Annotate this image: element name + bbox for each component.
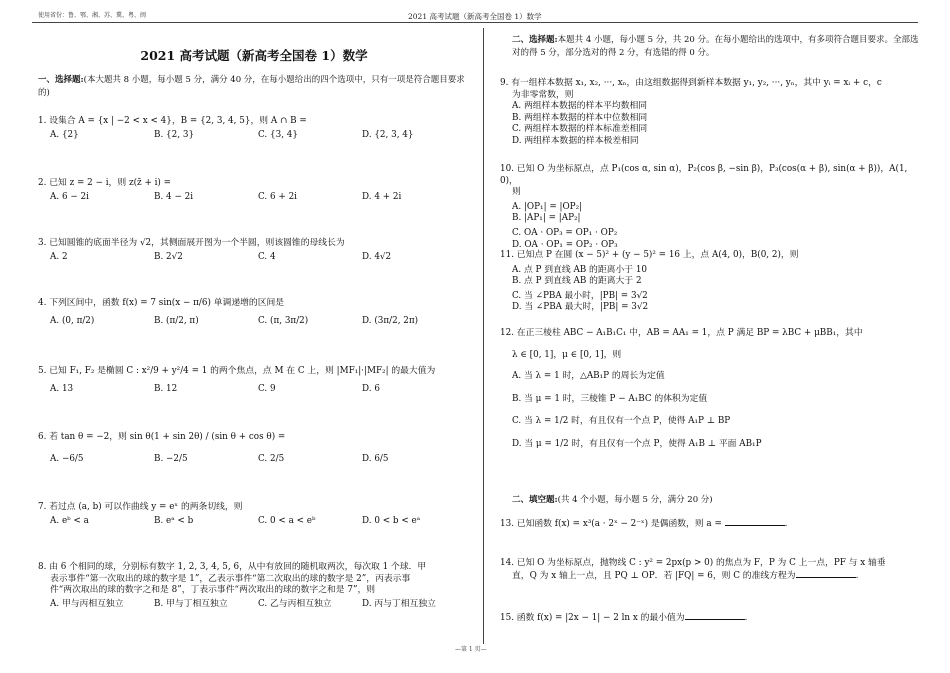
section-1-instructions <box>38 74 466 100</box>
question-8 <box>38 562 468 610</box>
question-text: 1. 设集合 A = {x | −2 < x < 4}，B = {2, 3, 4, 5}，则 A ∩ B = <box>38 116 307 126</box>
section-3-instructions <box>512 494 920 507</box>
options <box>38 384 466 396</box>
option-a: A. |OP₁| = |OP₂| <box>512 201 583 212</box>
option-b: B. 甲与丁相互独立 <box>154 598 228 609</box>
question-text-line-2: λ ∈ [0, 1]，μ ∈ [0, 1]，则 <box>512 349 622 360</box>
section-1-heading: 一、选择题: <box>38 75 84 85</box>
question-text: 2. 已知 z = 2 − i，则 z(z̄ + i) = <box>38 178 172 188</box>
section-1-body: (本大题共 8 小题，每小题 5 分，满分 40 分，在每小题给出的四个选项中，只有一项是符合题目要求的) <box>38 75 465 98</box>
option-b: B. 两组样本数据的样本中位数相同 <box>512 112 648 123</box>
option-d: D. 0 < b < eᵃ <box>362 515 421 526</box>
option-d: D. 6/5 <box>362 453 389 464</box>
options <box>500 265 920 288</box>
option-c: C. 9 <box>258 383 276 394</box>
question-text-line-2: 直，Q 为 x 轴上一点，且 PQ ⊥ OP．若 |FQ| = 6，则 C 的准线方程为 <box>512 570 796 581</box>
question-text-line-1: 12. 在正三棱柱 ABC − A₁B₁C₁ 中，AB = AA₁ = 1，点 P 满足 BP = λBC + μBB₁，其中 <box>500 328 863 338</box>
question-text: 5. 已知 F₁, F₂ 是椭圆 C : x²/9 + y²/4 = 1 的两个焦点，点 M 在 C 上，则 |MF₁|·|MF₂| 的最大值为 <box>38 366 436 376</box>
options <box>38 130 466 142</box>
option-a: A. 2 <box>50 251 68 262</box>
question-text: 11. 已知点 P 在圆 (x − 5)² + (y − 5)² = 16 上，点 A(4, 0)，B(0, 2)，则 <box>500 250 799 260</box>
answer-blank[interactable] <box>685 612 745 620</box>
options-row-2 <box>500 228 920 251</box>
option-d: D. 当 ∠PBA 最大时，|PB| = 3√2 <box>512 302 649 313</box>
option-b: B. eᵃ < b <box>154 515 194 526</box>
question-3 <box>38 238 466 263</box>
options <box>38 316 466 328</box>
option-b: B. −2/5 <box>154 453 188 464</box>
question-9 <box>500 78 920 148</box>
page-number: —第 1 页— <box>455 646 487 653</box>
page-title: 2021 高考试题（新高考全国卷 1）数学 <box>140 48 368 63</box>
question-end: . <box>855 570 859 581</box>
header-rule <box>32 22 918 23</box>
option-a: A. 13 <box>50 383 74 394</box>
option-a: A. 甲与丙相互独立 <box>50 598 124 609</box>
option-c: C. 4 <box>258 251 276 262</box>
question-text: 6. 若 tan θ = −2，则 sin θ(1 + sin 2θ) / (sin θ + cos θ) = <box>38 432 286 442</box>
question-6 <box>38 432 466 465</box>
question-4 <box>38 298 466 327</box>
question-text-line-1: 10. 已知 O 为坐标原点，点 P₁(cos α, sin α)，P₂(cos β, −sin β)，P₃(cos(α + β), sin(α + β))，A(1, 0)， <box>500 164 908 186</box>
options <box>38 599 468 611</box>
option-c: C. {3, 4} <box>258 129 298 140</box>
option-b: B. 当 μ = 1 时，三棱锥 P − A₁BC 的体积为定值 <box>512 393 708 404</box>
option-a: A. (0, π/2) <box>50 315 95 326</box>
option-c: C. OA · OP₃ = OP₁ · OP₂ <box>512 228 618 239</box>
question-text-line-1: 14. 已知 O 为坐标原点，抛物线 C : y² = 2px(p > 0) 的焦点为 F，P 为 C 上一点，PF 与 x 轴垂 <box>500 558 886 568</box>
question-text-line-1: 9. 有一组样本数据 x₁, x₂, ···, xₙ，由这组数据得到新样本数据 y₁, y₂, ···, yₙ，其中 yᵢ = xᵢ + c，c <box>500 78 882 88</box>
question-7 <box>38 502 466 527</box>
question-text: 13. 已知函数 f(x) = x³(a · 2ˣ − 2⁻ˣ) 是偶函数，则 a = <box>500 519 722 529</box>
option-a: A. eᵇ < a <box>50 515 89 526</box>
options <box>38 192 466 204</box>
question-text-line-1: 8. 由 6 个相同的球，分别标有数字 1, 2, 3, 4, 5, 6，从中有放回的随机取两次，每次取 1 个球．甲 <box>38 562 427 572</box>
option-a: A. 当 λ = 1 时，△AB₁P 的周长为定值 <box>512 371 665 382</box>
option-c: C. 2/5 <box>258 453 285 464</box>
option-d: D. OA · OP₁ = OP₂ · OP₃ <box>512 239 618 250</box>
question-12 <box>500 328 920 451</box>
question-10 <box>500 164 920 251</box>
option-a: A. −6/5 <box>50 453 84 464</box>
section-2-body: 本题共 4 小题，每小题 5 分，共 20 分。在每小题给出的选项中，有多项符合题目要求。全部选对的得 5 分，部分选对的得 2 分，有选错的得 0 分。 <box>512 35 919 58</box>
option-b: B. 2√2 <box>154 251 183 262</box>
question-1 <box>38 116 466 141</box>
question-text-line-2: 为非零常数，则 <box>512 89 574 100</box>
option-b: B. {2, 3} <box>154 129 195 140</box>
question-text: 4. 下列区间中，函数 f(x) = 7 sin(x − π/6) 单调递增的区间是 <box>38 298 285 308</box>
header-provinces: 使用省份：鲁、鄂、湘、苏、冀、粤、闽 <box>38 12 147 19</box>
question-13 <box>500 518 920 531</box>
option-d: D. 丙与丁相互独立 <box>362 598 436 609</box>
option-d: D. 4√2 <box>362 251 392 262</box>
option-c: C. 0 < a < eᵇ <box>258 515 316 526</box>
options-row-2 <box>500 124 920 147</box>
options <box>38 252 466 264</box>
option-a: A. 两组样本数据的样本平均数相同 <box>512 101 648 112</box>
section-3-body: (共 4 个小题，每小题 5 分，满分 20 分) <box>557 495 713 505</box>
column-divider <box>483 28 484 644</box>
question-text: 3. 已知圆锥的底面半径为 √2，其侧面展开图为一个半圆，则该圆锥的母线长为 <box>38 238 345 248</box>
options <box>500 101 920 124</box>
option-c: C. 乙与丙相互独立 <box>258 598 332 609</box>
question-14 <box>500 558 920 582</box>
option-b: B. (π/2, π) <box>154 315 199 326</box>
option-c: C. 当 λ = 1/2 时，有且仅有一个点 P，使得 A₁P ⊥ BP <box>512 416 731 427</box>
options <box>38 516 466 528</box>
option-b: B. 点 P 到直线 AB 的距离大于 2 <box>512 276 642 287</box>
question-5 <box>38 366 466 395</box>
option-c: C. 6 + 2i <box>258 191 297 202</box>
option-b: B. |AP₁| = |AP₂| <box>512 213 581 224</box>
option-a: A. 6 − 2i <box>50 191 89 202</box>
option-b: B. 4 − 2i <box>154 191 194 202</box>
question-text: 15. 函数 f(x) = |2x − 1| − 2 ln x 的最小值为 <box>500 613 685 623</box>
option-d: D. 4 + 2i <box>362 191 402 202</box>
section-3-heading: 二、填空题: <box>512 495 558 505</box>
option-d: D. 当 μ = 1/2 时，有且仅有一个点 P，使得 A₁B ⊥ 平面 AB₁P <box>512 439 762 450</box>
section-2-instructions <box>512 34 920 60</box>
options-row-2 <box>500 291 920 314</box>
header-title: 2021 高考试题（新高考全国卷 1）数学 <box>408 12 542 21</box>
option-a: A. {2} <box>50 129 79 140</box>
option-d: D. 6 <box>362 383 380 394</box>
question-text-line-2: 则 <box>512 187 521 198</box>
question-text-line-2: 表示事件“第一次取出的球的数字是 1”，乙表示事件“第二次取出的球的数字是 2”，丙表示事 <box>50 573 411 584</box>
options <box>38 454 466 466</box>
options <box>500 202 920 225</box>
option-a: A. 点 P 到直线 AB 的距离小于 10 <box>512 264 648 275</box>
question-text: 7. 若过点 (a, b) 可以作曲线 y = eˣ 的两条切线，则 <box>38 502 243 512</box>
question-15 <box>500 612 920 625</box>
option-c: C. 当 ∠PBA 最小时，|PB| = 3√2 <box>512 290 648 301</box>
answer-blank[interactable] <box>796 570 856 578</box>
question-text-line-3: 件“两次取出的球的数字之和是 8”，丁表示事件“两次取出的球的数字之和是 7”，则 <box>50 585 376 596</box>
question-end: . <box>784 519 788 529</box>
option-c: C. 两组样本数据的样本标准差相同 <box>512 124 648 135</box>
option-d: D. {2, 3, 4} <box>362 129 414 140</box>
answer-blank[interactable] <box>725 518 785 526</box>
section-2-heading: 二、选择题: <box>512 35 558 45</box>
option-b: B. 12 <box>154 383 178 394</box>
option-d: D. 两组样本数据的样本极差相同 <box>512 136 639 147</box>
question-end: . <box>744 613 748 623</box>
question-2 <box>38 178 466 203</box>
option-d: D. (3π/2, 2π) <box>362 315 419 326</box>
question-11 <box>500 250 920 314</box>
option-c: C. (π, 3π/2) <box>258 315 309 326</box>
